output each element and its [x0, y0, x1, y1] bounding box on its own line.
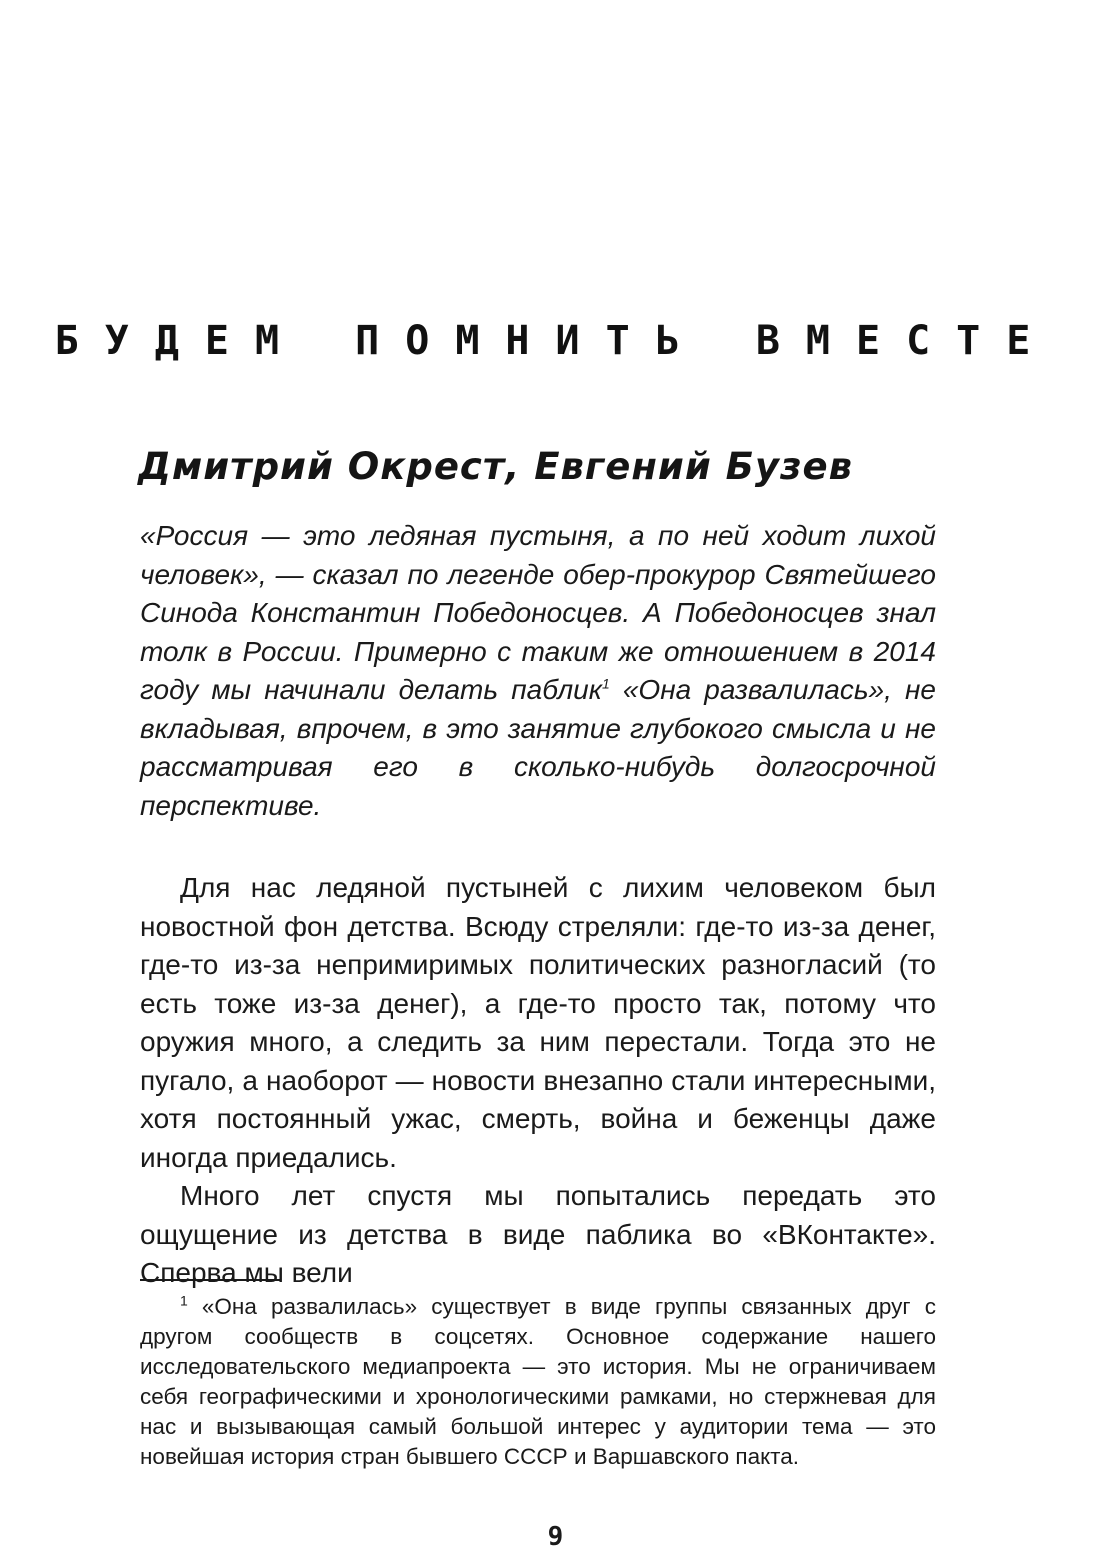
- footnote-marker: 1: [180, 1292, 188, 1309]
- body-paragraph-2: Много лет спустя мы попытались передать это ощущение из детства в виде паблика во «ВКонтакте». Сперва мы вели: [140, 1180, 936, 1288]
- epigraph-text-start: «Россия — это ледяная пустыня, а по ней ходит лихой человек», — сказал по легенде обер-прокурор Святейшего Синода Константин Победоносцев. А Победоносцев знал толк в России. Примерно с таким же отношением в 2014 году мы начинали делать паблик: [140, 520, 936, 705]
- footnote-reference[interactable]: 1: [601, 675, 610, 692]
- footnote-text: «Она развалилась» существует в виде группы связанных друг с другом сообществ в соцсетях. Основное содержание нашего исследовательского медиапроекта — это история. Мы не ограничиваем себя географическими и хронологическими рамками, но стержневая для нас и вызывающая самый большой интерес у аудитории тема — это новейшая история стран бывшего СССР и Варшавского пакта.: [140, 1294, 936, 1469]
- footnote-divider: [140, 1279, 280, 1281]
- epigraph-text-end: «Она развалилась», не вкладывая, впрочем, в это занятие глубокого смысла и не рассматривая его в сколько-нибудь долгосрочной перспективе.: [140, 674, 937, 821]
- page-number: 9: [547, 1522, 564, 1552]
- body-text: [140, 869, 936, 1293]
- epigraph: [140, 517, 936, 825]
- chapter-title: БУДЕМ ПОМНИТЬ ВМЕСТЕ: [54, 318, 1057, 364]
- authors-line: Дмитрий Окрест, Евгений Бузев: [138, 445, 853, 488]
- body-paragraph-1: Для нас ледяной пустыней с лихим человеком был новостной фон детства. Всюду стреляли: где-то из-за денег, где-то из-за непримиримых политических разногласий (то есть тоже из-за денег), а где-то просто так, потому что оружия много, а следить за ним перестали. Тогда это не пугало, а наоборот — новости внезапно стали интересными, хотя постоянный ужас, смерть, война и беженцы даже иногда приедались.: [140, 872, 936, 1173]
- footnote: [140, 1292, 936, 1472]
